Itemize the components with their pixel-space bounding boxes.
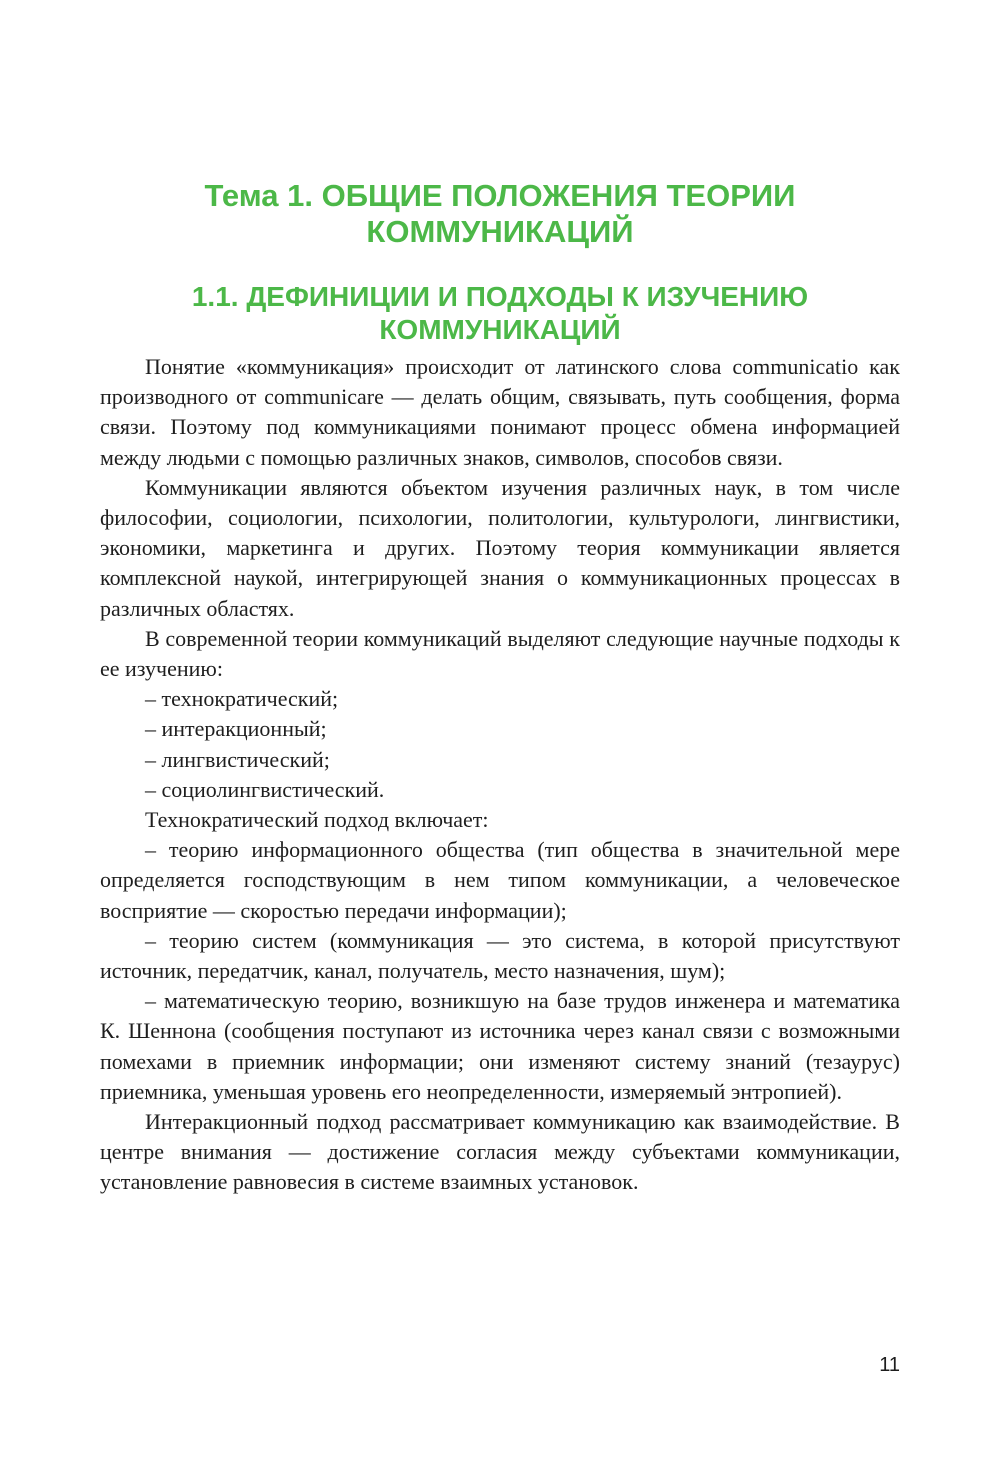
chapter-title-line-1: Тема 1. ОБЩИЕ ПОЛОЖЕНИЯ ТЕОРИИ xyxy=(204,178,796,213)
techno-intro: Технократический подход включает: xyxy=(145,807,489,833)
section-title xyxy=(100,280,900,346)
paragraph-sciences: Коммуникации являются объектом изучения различных наук, в том числе философии, социологии, психологии, политологии, культурологи, лингвистики, экономики, маркетинга и других. Поэтому теория коммуникации является комплексной наукой, интегрирующей знания о коммуникационных процессах в различных областях. xyxy=(100,474,900,621)
approach-item: – лингвистический; xyxy=(145,746,330,772)
paragraph-interaction: Интеракционный подход рассматривает коммуникацию как взаимодействие. В центре внимания — достижение согласия между субъектами коммуникации, установление равновесия в системе взаимных установок. xyxy=(100,1109,900,1195)
paragraph-definition: Понятие «коммуникация» происходит от латинского слова communicatio как производного от communicare — делать общим, связывать, путь сообщения, форма связи. Поэтому под коммуникациями понимают процесс обмена информацией между людьми с помощью различных знаков, символов, способов связи. xyxy=(100,354,900,470)
approach-item: – интеракционный; xyxy=(145,716,327,742)
techno-item: – теорию информационного общества (тип общества в значительной мере определяется господствующим в нем типом коммуникации, а человеческое восприятие — скоростью передачи информации); xyxy=(100,837,900,923)
approach-item: – социолингвистический. xyxy=(145,776,385,802)
paragraph-approaches: В современной теории коммуникаций выделяют следующие научные подходы к ее изучению: xyxy=(100,625,900,682)
techno-item: – теорию систем (коммуникация — это система, в которой присутствуют источник, передатчик, канал, получатель, место назначения, шум); xyxy=(100,927,900,984)
chapter-title-line-2: КОММУНИКАЦИЙ xyxy=(366,214,634,249)
techno-item: – математическую теорию, возникшую на базе трудов инженера и математика К. Шеннона (сообщения поступают из источника через канал связи с возможными помехами в приемник информации; они изменяют систему знаний (тезаурус) приемника, уменьшая уровень его неопределенности, измеряемый энтропией). xyxy=(100,988,900,1104)
chapter-title xyxy=(100,178,900,250)
section-title-line-2: КОММУНИКАЦИЙ xyxy=(379,314,621,345)
body-text xyxy=(100,352,900,1198)
book-page xyxy=(100,0,900,1464)
section-title-line-1: 1.1. ДЕФИНИЦИИ И ПОДХОДЫ К ИЗУЧЕНИЮ xyxy=(191,281,809,312)
approach-item: – технократический; xyxy=(145,686,339,712)
page-number: 11 xyxy=(879,1354,900,1376)
